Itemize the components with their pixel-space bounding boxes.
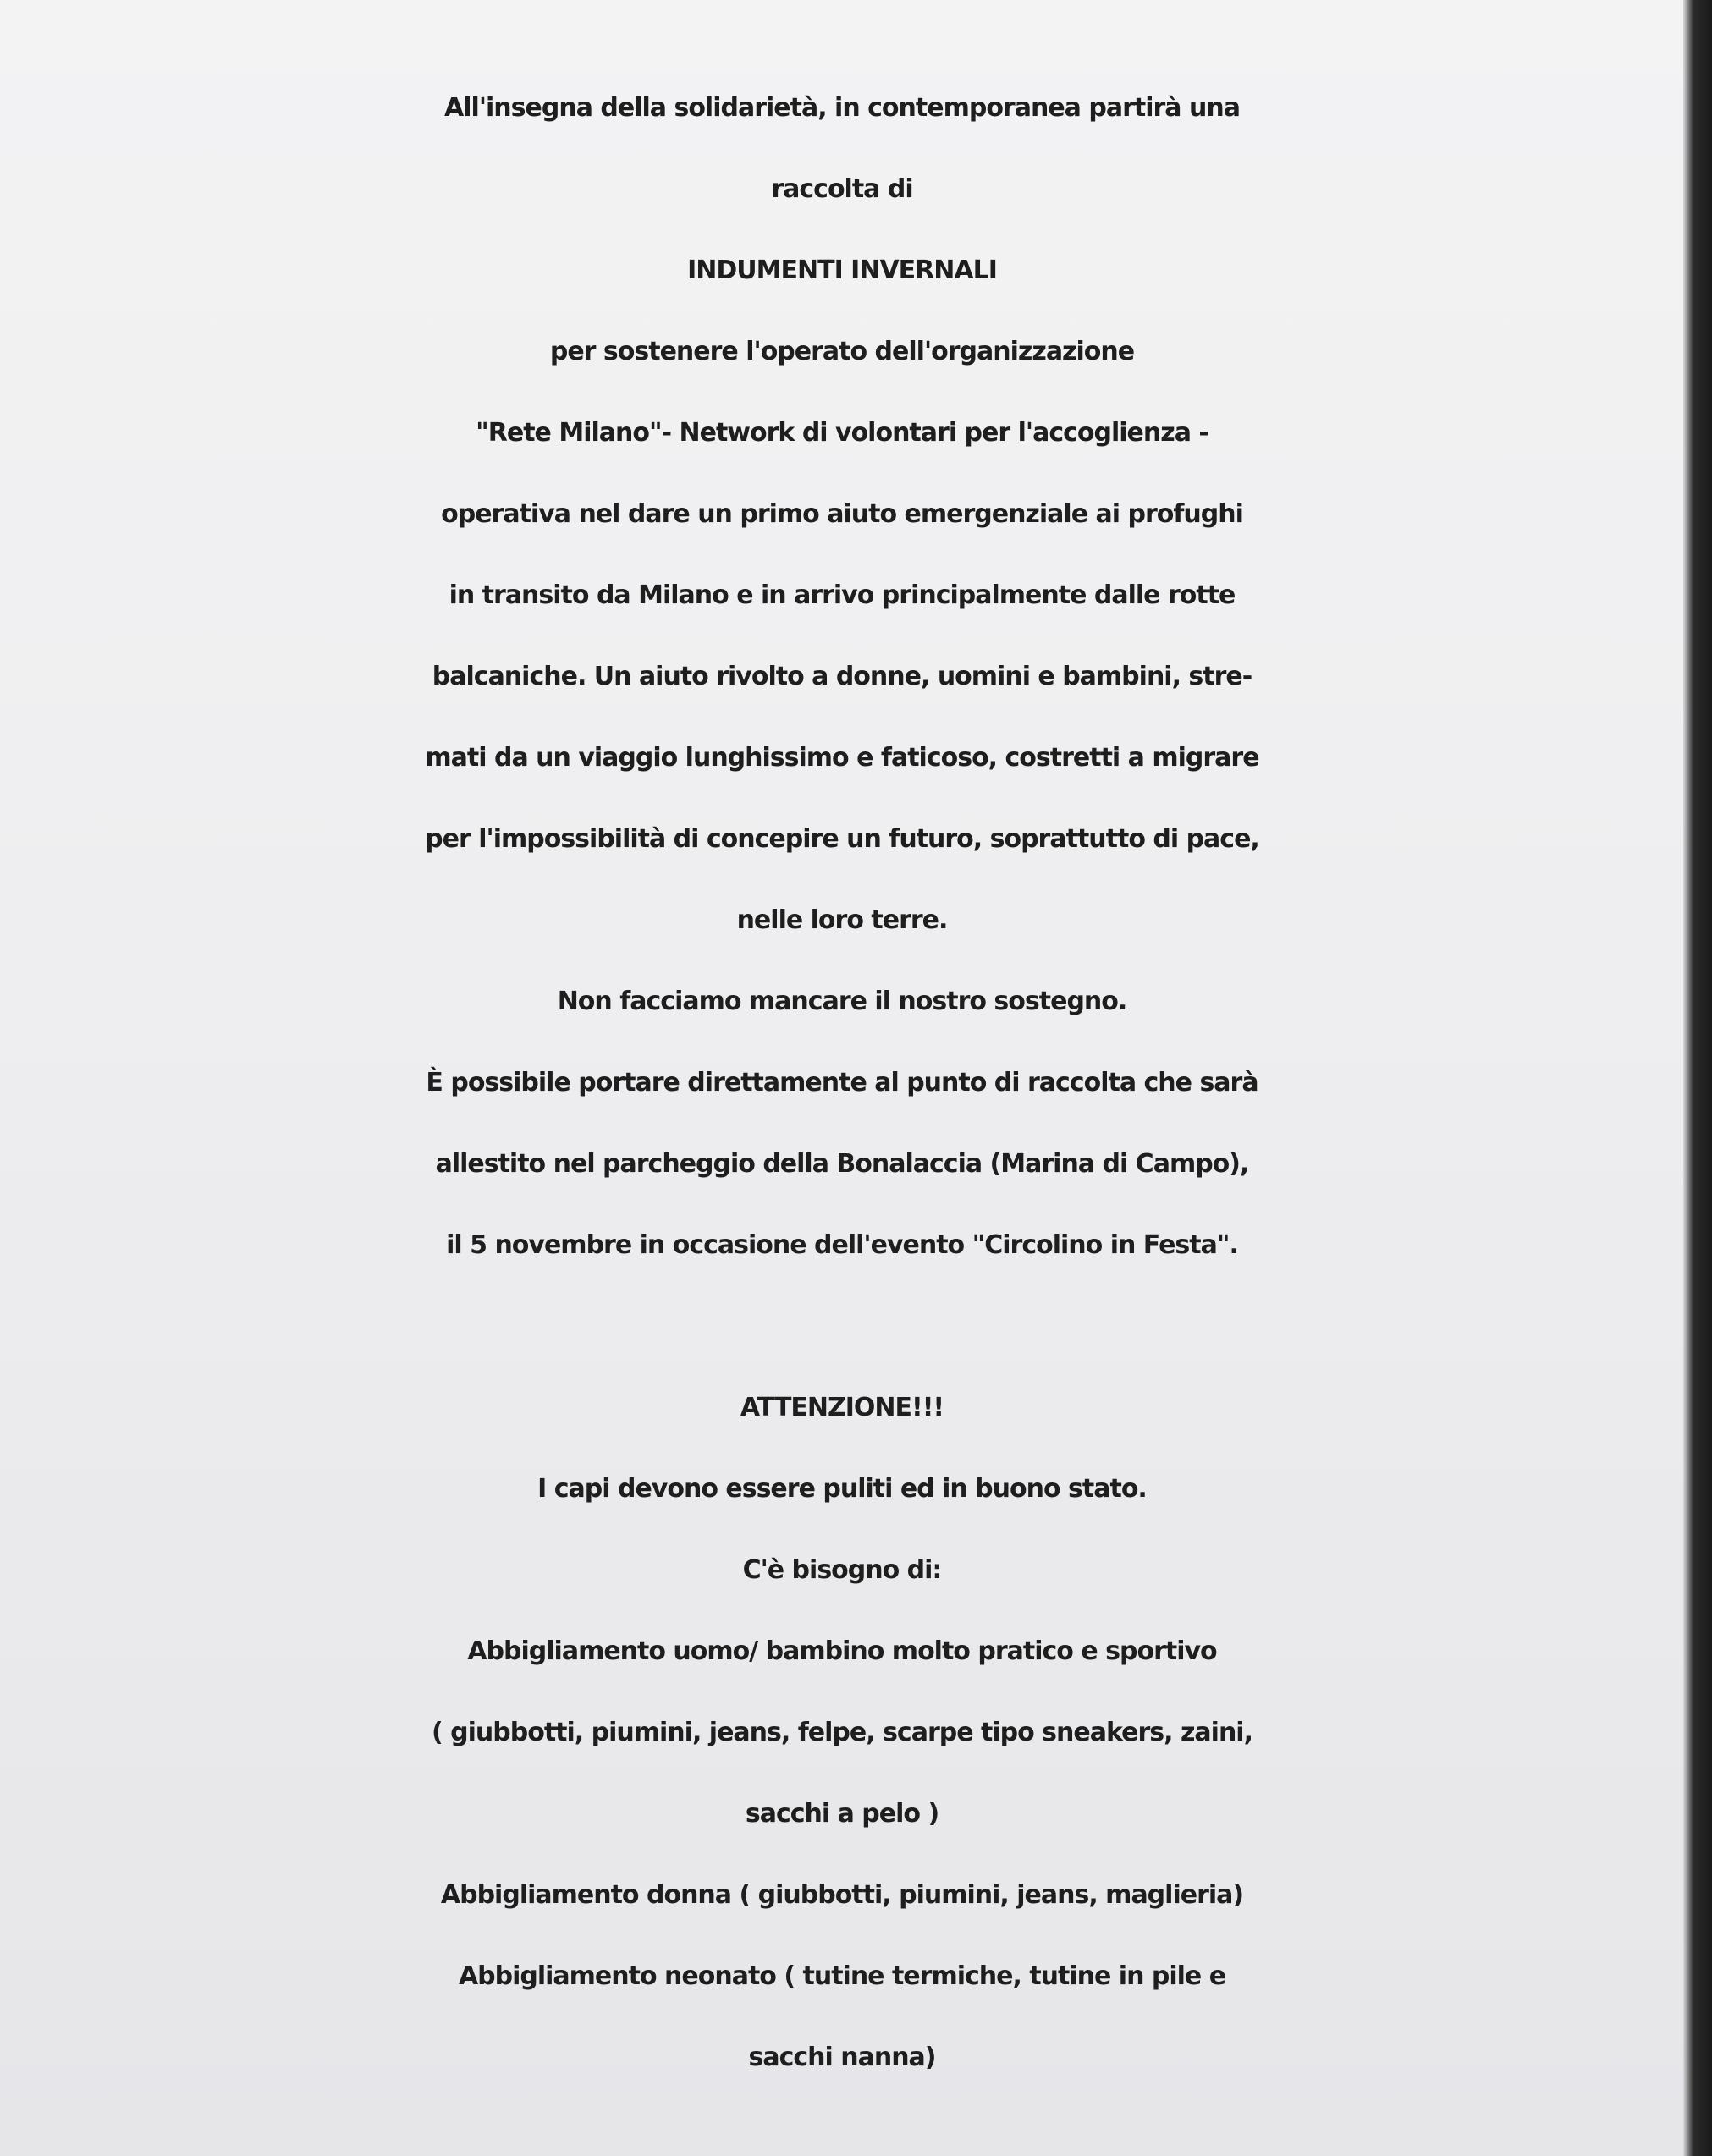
notice-line: È possibile portare direttamente al punto di raccolta che sarà bbox=[426, 1068, 1258, 1097]
notice-line: per l'impossibilità di concepire un futuro, soprattutto di pace, bbox=[425, 824, 1259, 854]
notice-line: nelle loro terre. bbox=[736, 905, 948, 935]
notice-line: balcaniche. Un aiuto rivolto a donne, uomini e bambini, stre- bbox=[432, 662, 1252, 691]
page-edge-shadow bbox=[1683, 0, 1712, 2156]
attention-heading: ATTENZIONE!!! bbox=[740, 1393, 944, 1422]
notice-line: Abbigliamento neonato ( tutine termiche, tutine in pile e bbox=[458, 1961, 1226, 1991]
notice-line: in transito da Milano e in arrivo principalmente dalle rotte bbox=[449, 580, 1236, 610]
notice-line: "Rete Milano"- Network di volontari per l'accoglienza - bbox=[476, 418, 1208, 448]
section-gap bbox=[0, 1286, 1684, 1367]
notice-line: I capi devono essere puliti ed in buono stato. bbox=[537, 1474, 1147, 1504]
notice-line: raccolta di bbox=[771, 174, 913, 204]
notice-line: Abbigliamento donna ( giubbotti, piumini, jeans, maglieria) bbox=[440, 1880, 1244, 1910]
notice-line: Non facciamo mancare il nostro sostegno. bbox=[557, 987, 1127, 1016]
notice-line: allestito nel parcheggio della Bonalaccia (Marina di Campo), bbox=[435, 1149, 1249, 1179]
notice-text bbox=[0, 68, 1684, 2098]
notice-line: per sostenere l'operato dell'organizzazione bbox=[549, 337, 1135, 366]
notice-line: sacchi nanna) bbox=[748, 2043, 936, 2072]
notice-line: All'insegna della solidarietà, in contemporanea partirà una bbox=[444, 93, 1240, 123]
notice-line: operativa nel dare un primo aiuto emergenziale ai profughi bbox=[441, 499, 1243, 529]
notice-line: Abbigliamento uomo/ bambino molto pratico e sportivo bbox=[467, 1636, 1217, 1666]
notice-line: mati da un viaggio lunghissimo e faticoso, costretti a migrare bbox=[425, 743, 1259, 773]
notice-line: ( giubbotti, piumini, jeans, felpe, scarpe tipo sneakers, zaini, bbox=[432, 1718, 1252, 1747]
notice-line: C'è bisogno di: bbox=[742, 1555, 942, 1585]
notice-heading: INDUMENTI INVERNALI bbox=[687, 256, 997, 285]
notice-line: il 5 novembre in occasione dell'evento "Circolino in Festa". bbox=[446, 1230, 1238, 1260]
notice-line: sacchi a pelo ) bbox=[745, 1799, 939, 1829]
